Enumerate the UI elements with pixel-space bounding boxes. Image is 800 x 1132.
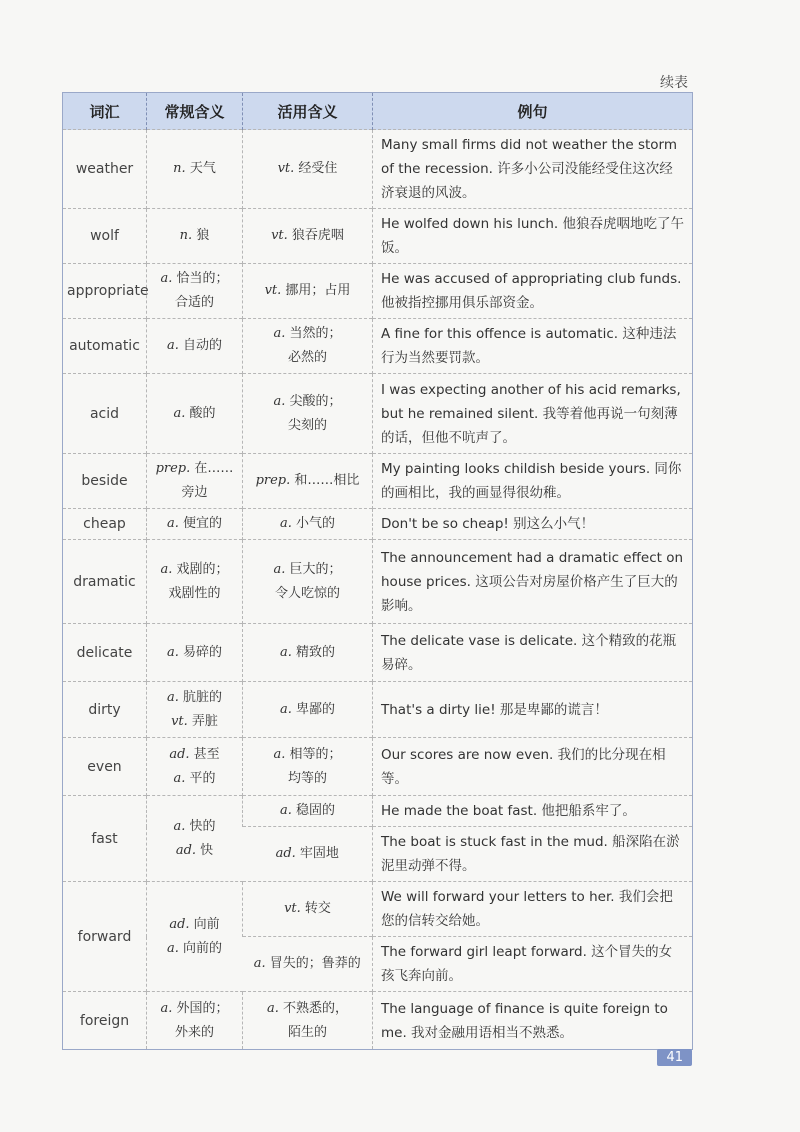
meaning-line: vt. 挪用；占用 — [264, 283, 351, 298]
meaning-line: 必然的 — [287, 350, 327, 365]
regular-meaning — [147, 540, 243, 624]
meaning-line: a. 肮脏的 — [166, 689, 223, 705]
regular-meaning — [147, 374, 243, 454]
example-sentence: That's a dirty lie! 那是卑鄙的谎言！ — [373, 682, 693, 738]
example-sentence: A fine for this offence is automatic. 这种违法行为当然要罚款。 — [373, 319, 693, 374]
meaning-line: 均等的 — [287, 770, 327, 786]
regular-meaning — [147, 738, 243, 796]
vocab-word: dramatic — [63, 540, 147, 624]
table-row — [63, 454, 693, 509]
regular-meaning — [147, 130, 243, 209]
meaning-line: n. 狼 — [179, 228, 210, 243]
meaning-line: a. 快的 — [173, 818, 216, 834]
part-of-speech: ad. — [275, 846, 296, 861]
meaning-line: a. 小气的 — [279, 516, 336, 531]
continued-label: 续表 — [660, 75, 688, 91]
flexible-meaning — [243, 882, 373, 937]
header-example: 例句 — [373, 93, 693, 130]
meaning-line: 尖刻的 — [287, 417, 327, 433]
flexible-meaning — [243, 738, 373, 796]
vocab-word: even — [63, 738, 147, 796]
part-of-speech: ad. — [169, 916, 190, 932]
meaning-line: a. 相等的； — [273, 746, 342, 762]
part-of-speech: a. — [160, 561, 173, 577]
part-of-speech: a. — [279, 516, 292, 531]
page-number: 41 — [657, 1049, 692, 1066]
header-flexible-meaning: 活用含义 — [243, 93, 373, 130]
table-row — [63, 796, 693, 827]
meaning-line: 合适的 — [174, 295, 214, 310]
example-sentence: We will forward your letters to her. 我们会把您的信转交给她。 — [373, 882, 693, 937]
meaning-line: ad. 甚至 — [169, 746, 220, 762]
flexible-meaning — [243, 796, 373, 827]
vocab-word: weather — [63, 130, 147, 209]
part-of-speech: a. — [279, 644, 292, 660]
example-sentence: Many small firms did not weather the storm of the recession. 许多小公司没能经受住这次经济衰退的风波。 — [373, 130, 693, 209]
example-sentence: I was expecting another of his acid remarks, but he remained silent. 我等着他再说一句刻薄的话，但他不吭声了。 — [373, 374, 693, 454]
part-of-speech: a. — [166, 689, 179, 705]
meaning-line: vt. 狼吞虎咽 — [271, 228, 344, 243]
part-of-speech: vt. — [171, 713, 188, 729]
part-of-speech: prep. — [155, 461, 191, 476]
table-row — [63, 738, 693, 796]
flexible-meaning — [243, 937, 373, 992]
flexible-meaning — [243, 540, 373, 624]
flexible-meaning — [243, 827, 373, 882]
example-sentence: The forward girl leapt forward. 这个冒失的女孩飞奔向前。 — [373, 937, 693, 992]
regular-meaning — [147, 319, 243, 374]
flexible-meaning — [243, 454, 373, 509]
regular-meaning — [147, 454, 243, 509]
meaning-line: vt. 弄脏 — [171, 713, 218, 729]
meaning-line: ad. 向前 — [169, 916, 220, 932]
table-row — [63, 540, 693, 624]
meaning-line: a. 便宜的 — [166, 516, 223, 531]
regular-meaning — [147, 509, 243, 540]
part-of-speech: a. — [160, 271, 173, 286]
part-of-speech: ad. — [175, 842, 197, 858]
regular-meaning — [147, 882, 243, 992]
flexible-meaning — [243, 992, 373, 1050]
vocab-word: appropriate — [63, 264, 147, 319]
flexible-meaning — [243, 509, 373, 540]
table-body — [63, 130, 693, 1050]
part-of-speech: a. — [273, 326, 286, 341]
regular-meaning — [147, 992, 243, 1050]
meaning-line: a. 卑鄙的 — [279, 701, 336, 717]
meaning-line: vt. 经受住 — [277, 161, 338, 176]
vocab-word: cheap — [63, 509, 147, 540]
example-sentence: The delicate vase is delicate. 这个精致的花瓶易碎。 — [373, 624, 693, 682]
meaning-line: prep. 和……相比 — [255, 473, 360, 488]
table-row — [63, 374, 693, 454]
part-of-speech: a. — [273, 393, 286, 409]
vocab-word: beside — [63, 454, 147, 509]
table-row — [63, 130, 693, 209]
meaning-line: 陌生的 — [287, 1024, 327, 1040]
table-row — [63, 624, 693, 682]
meaning-line: a. 易碎的 — [166, 644, 223, 660]
part-of-speech: ad. — [169, 746, 190, 762]
meaning-line: a. 外国的； — [160, 1000, 229, 1016]
part-of-speech: vt. — [284, 901, 301, 916]
meaning-line: a. 平的 — [173, 770, 216, 786]
part-of-speech: a. — [166, 516, 179, 531]
meaning-line: a. 当然的； — [273, 326, 342, 341]
part-of-speech: vt. — [264, 283, 282, 298]
regular-meaning — [147, 796, 243, 882]
part-of-speech: a. — [273, 746, 286, 762]
example-sentence: My painting looks childish beside yours. 同你的画相比，我的画显得很幼稚。 — [373, 454, 693, 509]
meaning-line: a. 不熟悉的， — [266, 1000, 349, 1016]
example-sentence: He wolfed down his lunch. 他狼吞虎咽地吃了午饭。 — [373, 209, 693, 264]
meaning-line: a. 恰当的； — [160, 271, 229, 286]
meaning-line: a. 戏剧的； — [160, 561, 229, 577]
part-of-speech: a. — [160, 1000, 173, 1016]
vocab-word: forward — [63, 882, 147, 992]
example-sentence: The boat is stuck fast in the mud. 船深陷在淤泥里动弹不得。 — [373, 827, 693, 882]
table-row — [63, 319, 693, 374]
part-of-speech: prep. — [255, 473, 291, 488]
table-row — [63, 992, 693, 1050]
example-sentence: The announcement had a dramatic effect on house prices. 这项公告对房屋价格产生了巨大的影响。 — [373, 540, 693, 624]
example-sentence: Our scores are now even. 我们的比分现在相等。 — [373, 738, 693, 796]
part-of-speech: a. — [166, 338, 179, 353]
meaning-line: ad. 牢固地 — [275, 846, 339, 861]
part-of-speech: a. — [253, 956, 266, 971]
vocab-word: acid — [63, 374, 147, 454]
vocab-word: fast — [63, 796, 147, 882]
regular-meaning — [147, 209, 243, 264]
vocab-word: delicate — [63, 624, 147, 682]
header-regular-meaning: 常规含义 — [147, 93, 243, 130]
meaning-line: a. 酸的 — [173, 405, 216, 421]
meaning-line: 旁边 — [181, 485, 208, 500]
part-of-speech: n. — [173, 161, 186, 176]
meaning-line: 戏剧性的 — [168, 585, 221, 601]
flexible-meaning — [243, 624, 373, 682]
regular-meaning — [147, 682, 243, 738]
table-row — [63, 682, 693, 738]
meaning-line: a. 稳固的 — [279, 803, 336, 818]
part-of-speech: a. — [273, 561, 286, 577]
example-sentence: Don't be so cheap! 别这么小气！ — [373, 509, 693, 540]
meaning-line: a. 尖酸的； — [273, 393, 342, 409]
meaning-line: a. 精致的 — [279, 644, 336, 660]
vocab-word: automatic — [63, 319, 147, 374]
flexible-meaning — [243, 319, 373, 374]
vocab-word: foreign — [63, 992, 147, 1050]
part-of-speech: n. — [179, 228, 193, 243]
meaning-line: 令人吃惊的 — [274, 585, 340, 601]
flexible-meaning — [243, 374, 373, 454]
meaning-line: a. 冒失的；鲁莽的 — [253, 956, 361, 971]
example-sentence: The language of finance is quite foreign to me. 我对金融用语相当不熟悉。 — [373, 992, 693, 1050]
example-sentence: He made the boat fast. 他把船系牢了。 — [373, 796, 693, 827]
table-header-row — [63, 93, 693, 130]
header-word: 词汇 — [63, 93, 147, 130]
meaning-line: a. 巨大的； — [273, 561, 342, 577]
part-of-speech: a. — [173, 818, 186, 834]
meaning-line: prep. 在…… — [155, 461, 234, 476]
part-of-speech: vt. — [277, 161, 295, 176]
vocab-word: dirty — [63, 682, 147, 738]
vocab-word: wolf — [63, 209, 147, 264]
part-of-speech: a. — [173, 770, 186, 786]
vocabulary-table — [62, 92, 693, 1050]
flexible-meaning — [243, 264, 373, 319]
part-of-speech: a. — [166, 940, 179, 956]
part-of-speech: a. — [266, 1000, 279, 1016]
table-row — [63, 882, 693, 937]
regular-meaning — [147, 264, 243, 319]
part-of-speech: a. — [279, 701, 292, 717]
meaning-line: a. 向前的 — [166, 940, 223, 956]
regular-meaning — [147, 624, 243, 682]
table-row — [63, 209, 693, 264]
part-of-speech: a. — [173, 405, 186, 421]
meaning-line: a. 自动的 — [166, 338, 223, 353]
meaning-line: ad. 快 — [175, 842, 214, 858]
meaning-line: n. 天气 — [173, 161, 216, 176]
table-row — [63, 509, 693, 540]
flexible-meaning — [243, 682, 373, 738]
meaning-line: vt. 转交 — [284, 901, 331, 916]
flexible-meaning — [243, 130, 373, 209]
part-of-speech: a. — [166, 644, 179, 660]
part-of-speech: a. — [279, 803, 292, 818]
part-of-speech: vt. — [271, 228, 288, 243]
example-sentence: He was accused of appropriating club funds. 他被指控挪用俱乐部资金。 — [373, 264, 693, 319]
meaning-line: 外来的 — [174, 1024, 214, 1040]
table-row — [63, 264, 693, 319]
flexible-meaning — [243, 209, 373, 264]
